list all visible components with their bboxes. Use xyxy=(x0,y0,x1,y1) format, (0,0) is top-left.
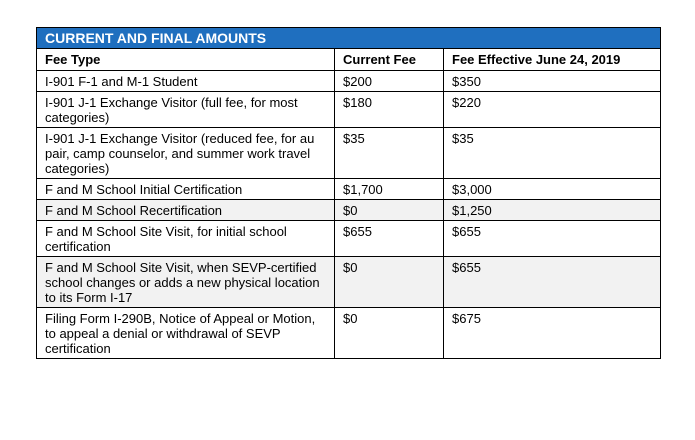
table-row xyxy=(37,308,661,359)
current-fee-cell: $655 xyxy=(335,221,444,257)
effective-fee-cell: $655 xyxy=(444,221,661,257)
table-row xyxy=(37,179,661,200)
table-row xyxy=(37,92,661,128)
effective-fee-cell: $655 xyxy=(444,257,661,308)
table-title: CURRENT AND FINAL AMOUNTS xyxy=(37,28,661,49)
current-fee-cell: $180 xyxy=(335,92,444,128)
header-row xyxy=(37,49,661,71)
table-row xyxy=(37,71,661,92)
current-fee-cell: $0 xyxy=(335,257,444,308)
fee-type-text: I-901 J-1 Exchange Visitor (full fee, for most categories) xyxy=(45,95,298,125)
fee-type-cell: I-901 J-1 Exchange Visitor (reduced fee, for au pair, camp counselor, and summer work travel categories) xyxy=(37,128,335,179)
fee-type-cell: F and M School Recertification xyxy=(37,200,335,221)
table-row xyxy=(37,221,661,257)
header-fee-type: Fee Type xyxy=(37,49,335,71)
fee-table xyxy=(36,27,661,359)
current-fee-cell: $35 xyxy=(335,128,444,179)
effective-fee-cell: $35 xyxy=(444,128,661,179)
fee-type-cell: I-901 F-1 and M-1 Student xyxy=(37,71,335,92)
effective-fee-cell: $220 xyxy=(444,92,661,128)
fee-type-cell: F and M School Site Visit, when SEVP-certified school changes or adds a new physical location to its Form I-17 xyxy=(37,257,335,308)
header-current-fee: Current Fee xyxy=(335,49,444,71)
fee-type-cell: F and M School Site Visit, for initial school certification xyxy=(37,221,335,257)
table-row xyxy=(37,200,661,221)
effective-fee-cell: $1,250 xyxy=(444,200,661,221)
effective-fee-cell: $3,000 xyxy=(444,179,661,200)
table-row xyxy=(37,257,661,308)
current-fee-cell: $1,700 xyxy=(335,179,444,200)
effective-fee-cell: $675 xyxy=(444,308,661,359)
current-fee-cell: $200 xyxy=(335,71,444,92)
fee-type-cell xyxy=(37,92,335,128)
effective-fee-cell: $350 xyxy=(444,71,661,92)
current-fee-cell: $0 xyxy=(335,308,444,359)
fee-type-cell: F and M School Initial Certification xyxy=(37,179,335,200)
table-title-row xyxy=(37,28,661,49)
current-fee-cell: $0 xyxy=(335,200,444,221)
fee-type-cell: Filing Form I-290B, Notice of Appeal or Motion, to appeal a denial or withdrawal of SEVP certification xyxy=(37,308,335,359)
table-row xyxy=(37,128,661,179)
header-effective-fee: Fee Effective June 24, 2019 xyxy=(444,49,661,71)
